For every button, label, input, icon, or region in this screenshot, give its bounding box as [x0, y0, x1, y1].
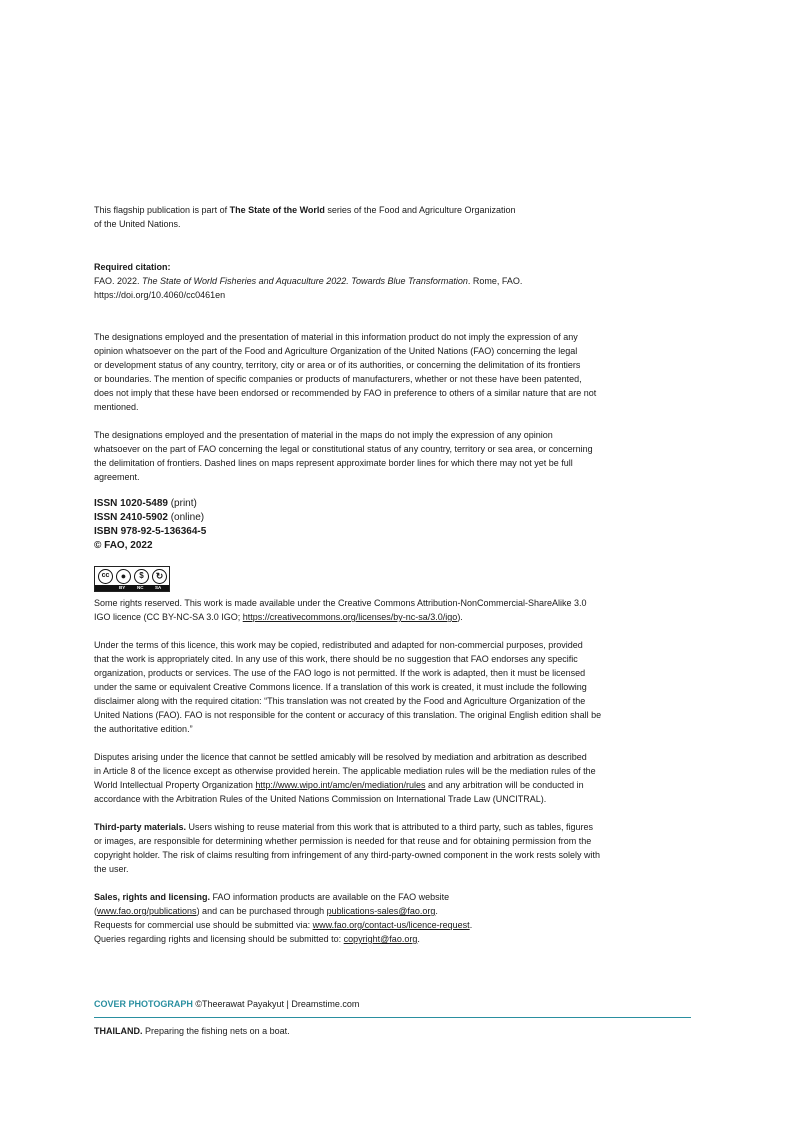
third-party-line1: Users wishing to reuse material from this work that is attributed to a third party, such as tables, figures	[186, 822, 594, 832]
licence-paragraph	[94, 596, 654, 624]
third-party-heading: Third-party materials.	[94, 822, 187, 832]
caption-text: Preparing the fishing nets on a boat.	[142, 1026, 290, 1036]
sales-line4-end: .	[417, 934, 420, 944]
citation-prefix: FAO. 2022.	[94, 276, 143, 286]
disclaimer-paragraph-2	[94, 428, 654, 484]
sales-line2-mid: ) and can be purchased through	[196, 906, 327, 916]
disclaimer2-line: The designations employed and the presentation of material in the maps do not imply the expression of any opinion	[94, 430, 553, 440]
by-person-icon: ●	[116, 569, 131, 584]
nc-dollar-icon: $	[134, 569, 149, 584]
copyright-line: © FAO, 2022	[94, 540, 153, 551]
sales-email-link[interactable]: publications-sales@fao.org	[326, 906, 436, 916]
third-party-line4: the user.	[94, 864, 129, 874]
citation-suffix: . Rome, FAO.	[467, 276, 523, 286]
cc-licence-badge	[94, 566, 170, 592]
third-party-line2: or images, are responsible for determining whether permission is needed for that reuse and for obtaining permission from the	[94, 836, 592, 846]
sales-line4-prefix: Queries regarding rights and licensing should be submitted to:	[94, 934, 344, 944]
cover-photo-label: COVER PHOTOGRAPH	[94, 999, 193, 1009]
cc-nc-label: NC	[137, 585, 144, 590]
licence-line2-suffix: ).	[457, 612, 463, 622]
issn-online: ISSN 2410-5902	[94, 512, 168, 523]
cc-by-label: BY	[119, 585, 126, 590]
intro-text-cont: series of the Food and Agriculture Organization	[324, 205, 516, 215]
sales-line2-end: .	[435, 906, 438, 916]
terms-line: Under the terms of this licence, this work may be copied, redistributed and adapted for non-commercial purposes, provided	[94, 640, 583, 650]
terms-line: United Nations (FAO). FAO is not responsible for the content or accuracy of this translation. The original English edition shall be	[94, 710, 602, 720]
disclaimer1-line: or boundaries. The mention of specific companies or products of manufacturers, whether or not these have been patented,	[94, 374, 582, 384]
third-party-line3: copyright holder. The risk of claims resulting from infringement of any third-party-owned component in the work rests solely with	[94, 850, 601, 860]
terms-line: the authoritative edition.”	[94, 724, 193, 734]
disclaimer1-line: or development status of any country, territory, city or area or of its authorities, or concerning the delimitation of its frontiers	[94, 360, 581, 370]
disputes-line2: in Article 8 of the licence except as otherwise provided herein. The applicable mediation rules will be the mediation rules of the	[94, 766, 596, 776]
disputes-paragraph	[94, 750, 654, 806]
citation-doi: https://doi.org/10.4060/cc0461en	[94, 290, 226, 300]
isbn-number: ISBN 978-92-5-136364-5	[94, 526, 207, 537]
intro-paragraph	[94, 203, 654, 231]
cover-caption	[94, 1024, 290, 1038]
terms-paragraph	[94, 638, 654, 736]
licence-line1: Some rights reserved. This work is made available under the Creative Commons Attribution-NonCommercial-ShareAlike 3.0	[94, 598, 587, 608]
licence-line2-prefix: IGO licence (CC BY-NC-SA 3.0 IGO;	[94, 612, 243, 622]
copyright-email-link[interactable]: copyright@fao.org	[343, 934, 418, 944]
licence-link[interactable]: https://creativecommons.org/licenses/by-nc-sa/3.0/igo	[242, 612, 458, 622]
cover-photo-credit	[94, 997, 359, 1011]
terms-line: disclaimer along with the required citation: “This translation was not created by the Food and Agriculture Organization of the	[94, 696, 586, 706]
isbn-block	[94, 497, 654, 553]
disclaimer1-line: The designations employed and the presentation of material in this information product do not imply the expression of any	[94, 332, 578, 342]
sales-line3-end: .	[469, 920, 473, 930]
terms-line: that the work is appropriately cited. In any use of this work, there should be no suggestion that FAO endorses any specific	[94, 654, 578, 664]
wipo-link[interactable]: http://www.wipo.int/amc/en/mediation/rules	[255, 780, 426, 790]
issn-print: ISSN 1020-5489	[94, 498, 168, 509]
series-name: The State of the World	[229, 205, 325, 215]
cc-sa-label: SA	[155, 585, 162, 590]
publications-link[interactable]: www.fao.org/publications	[97, 906, 197, 916]
sales-paragraph	[94, 890, 654, 946]
cover-photo-credit-text: ©Theerawat Payakyut | Dreamstime.com	[192, 999, 360, 1009]
third-party-paragraph	[94, 820, 654, 876]
disputes-line1: Disputes arising under the licence that cannot be settled amicably will be resolved by mediation and arbitration as described	[94, 752, 587, 762]
sales-line3-prefix: Requests for commercial use should be submitted via:	[94, 920, 313, 930]
caption-label: THAILAND.	[94, 1026, 143, 1036]
disclaimer1-line: does not imply that these have been endorsed or recommended by FAO in preference to others of a similar nature that are not	[94, 388, 597, 398]
citation-heading: Required citation:	[94, 262, 171, 272]
disputes-line4: accordance with the Arbitration Rules of the United Nations Commission on International Trade Law (UNCITRAL).	[94, 794, 547, 804]
disclaimer1-line: opinion whatsoever on the part of the Food and Agriculture Organization of the United Nations (FAO) concerning the legal	[94, 346, 578, 356]
disclaimer2-line: whatsoever on the part of FAO concerning the legal or constitutional status of any country, territory or sea area, or concerning	[94, 444, 593, 454]
cc-badge-strip	[95, 585, 169, 591]
sales-line1: FAO information products are available on the FAO website	[210, 892, 450, 902]
disclaimer-paragraph-1	[94, 330, 654, 414]
disputes-line3-suffix: and any arbitration will be conducted in	[425, 780, 584, 790]
intro-line2: of the United Nations.	[94, 219, 181, 229]
disputes-line3-prefix: World Intellectual Property Organization	[94, 780, 256, 790]
terms-line: under the same or equivalent Creative Commons licence. If a translation of this work is created, it must include the following	[94, 682, 587, 692]
issn-online-note: (online)	[167, 512, 205, 523]
issn-print-note: (print)	[167, 498, 197, 509]
citation-block	[94, 260, 654, 302]
disclaimer1-line: mentioned.	[94, 402, 139, 412]
terms-line: organization, products or services. The use of the FAO logo is not permitted. If the work is adapted, then it must be licensed	[94, 668, 586, 678]
intro-text: This flagship publication is part of	[94, 205, 230, 215]
disclaimer2-line: the delimitation of frontiers. Dashed lines on maps represent approximate border lines for which there may not yet be full	[94, 458, 573, 468]
cc-icon: cc	[98, 569, 113, 584]
disclaimer2-line: agreement.	[94, 472, 140, 482]
citation-title: The State of World Fisheries and Aquaculture 2022. Towards Blue Transformation	[142, 276, 468, 286]
sales-heading: Sales, rights and licensing.	[94, 892, 211, 902]
sa-share-icon: ↻	[152, 569, 167, 584]
sales-line2-open: (	[94, 906, 97, 916]
divider-line	[94, 1017, 691, 1018]
licence-request-link[interactable]: www.fao.org/contact-us/licence-request	[312, 920, 470, 930]
